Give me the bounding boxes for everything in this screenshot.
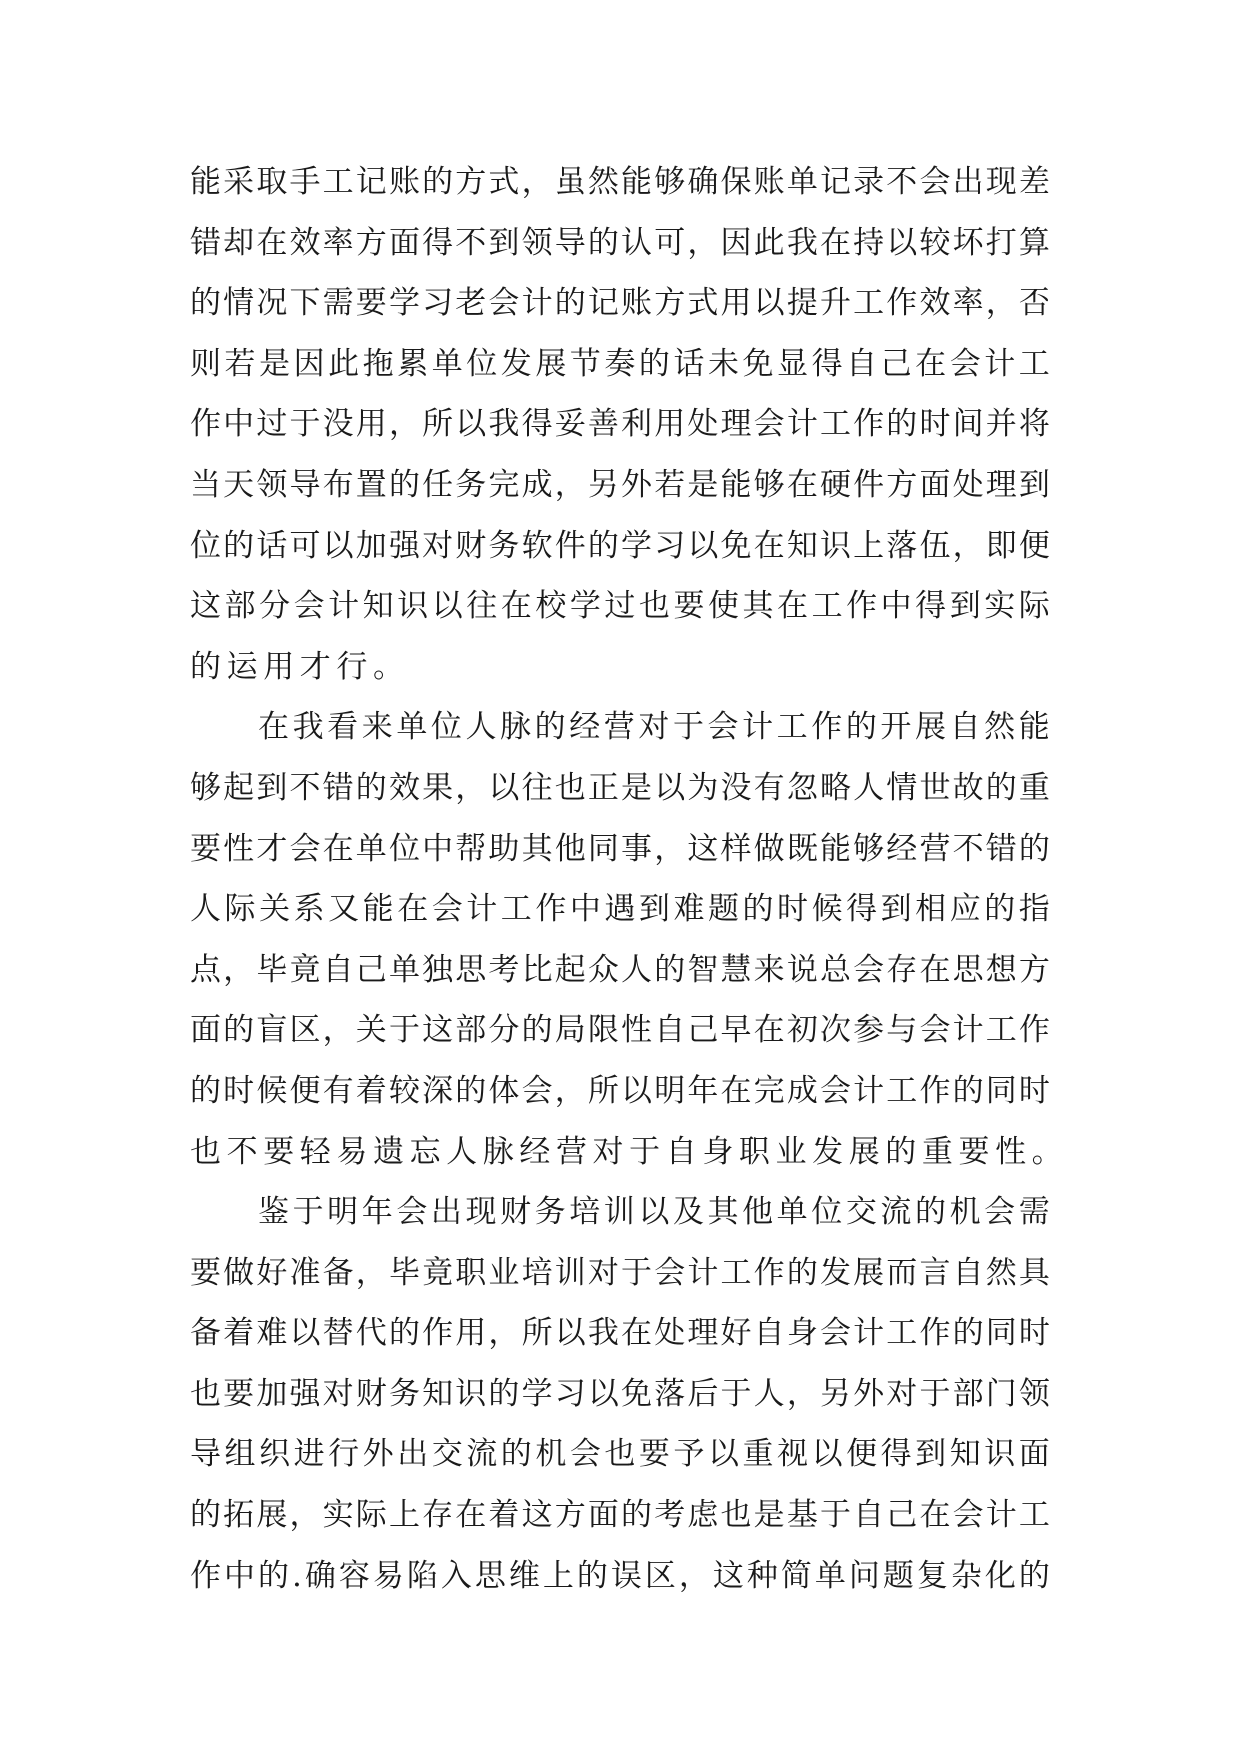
- text-line: 位 的 话 可 以 加 强 对 财 务 软 件 的 学 习 以 免 在 知 识 上 落 伍 ， 即 便: [190, 527, 1050, 564]
- text-line: 要 性 才 会 在 单 位 中 帮 助 其 他 同 事 ， 这 样 做 既 能 够 经 营 不 错 的: [190, 830, 1050, 867]
- text-line: 要 做 好 准 备 ， 毕 竟 职 业 培 训 对 于 会 计 工 作 的 发 展 而 言 自 然 具: [190, 1254, 1050, 1291]
- text-line: 错 却 在 效 率 方 面 得 不 到 领 导 的 认 可 ， 因 此 我 在 持 以 较 坏 打 算: [190, 224, 1050, 261]
- text-line: 也 不 要 轻 易 遗 忘 人 脉 经 营 对 于 自 身 职 业 发 展 的 重 要 性 。: [190, 1133, 1063, 1170]
- text-line: 的 拓 展 ， 实 际 上 存 在 着 这 方 面 的 考 虑 也 是 基 于 自 己 在 会 计 工: [190, 1497, 1050, 1534]
- text-line: 导 组 织 进 行 外 出 交 流 的 机 会 也 要 予 以 重 视 以 便 得 到 知 识 面: [190, 1436, 1050, 1473]
- document-body: [190, 152, 1063, 1606]
- text-line: 点 ， 毕 竟 自 己 单 独 思 考 比 起 众 人 的 智 慧 来 说 总 会 存 在 思 想 方: [190, 951, 1050, 988]
- text-line: 则 若 是 因 此 拖 累 单 位 发 展 节 奏 的 话 未 免 显 得 自 己 在 会 计 工: [190, 345, 1050, 382]
- text-line: 在 我 看 来 单 位 人 脉 的 经 营 对 于 会 计 工 作 的 开 展 自 然 能: [258, 709, 1050, 746]
- text-line: 的 时 候 便 有 着 较 深 的 体 会 ， 所 以 明 年 在 完 成 会 计 工 作 的 同 时: [190, 1072, 1050, 1109]
- text-line: 也 要 加 强 对 财 务 知 识 的 学 习 以 免 落 后 于 人 ， 另 外 对 于 部 门 领: [190, 1375, 1050, 1412]
- text-line: 够 起 到 不 错 的 效 果 ， 以 往 也 正 是 以 为 没 有 忽 略 人 情 世 故 的 重: [190, 769, 1050, 806]
- text-line: 备 着 难 以 替 代 的 作 用 ， 所 以 我 在 处 理 好 自 身 会 计 工 作 的 同 时: [190, 1315, 1050, 1352]
- text-line: 能 采 取 手 工 记 账 的 方 式 ， 虽 然 能 够 确 保 账 单 记 录 不 会 出 现 差: [190, 164, 1050, 200]
- text-line: 人 际 关 系 又 能 在 会 计 工 作 中 遇 到 难 题 的 时 候 得 到 相 应 的 指: [190, 891, 1050, 928]
- text-line: 当 天 领 导 布 置 的 任 务 完 成 ， 另 外 若 是 能 够 在 硬 件 方 面 处 理 到: [190, 466, 1050, 503]
- text-line: 作 中 过 于 没 用 ， 所 以 我 得 妥 善 利 用 处 理 会 计 工 作 的 时 间 并 将: [190, 406, 1050, 443]
- text-line: 鉴 于 明 年 会 出 现 财 务 培 训 以 及 其 他 单 位 交 流 的 机 会 需: [258, 1194, 1050, 1231]
- text-line: 这 部 分 会 计 知 识 以 往 在 校 学 过 也 要 使 其 在 工 作 中 得 到 实 际: [190, 588, 1050, 625]
- text-line: 的 运 用 才 行 。: [190, 648, 404, 685]
- text-line: 的 情 况 下 需 要 学 习 老 会 计 的 记 账 方 式 用 以 提 升 工 作 效 率 ， 否: [190, 285, 1050, 322]
- text-line: 面 的 盲 区 ， 关 于 这 部 分 的 局 限 性 自 己 早 在 初 次 参 与 会 计 工 作: [190, 1012, 1050, 1049]
- text-line: 作 中 的 . 确 容 易 陷 入 思 维 上 的 误 区 ， 这 种 简 单 问 题 复 杂 化 的: [190, 1557, 1050, 1594]
